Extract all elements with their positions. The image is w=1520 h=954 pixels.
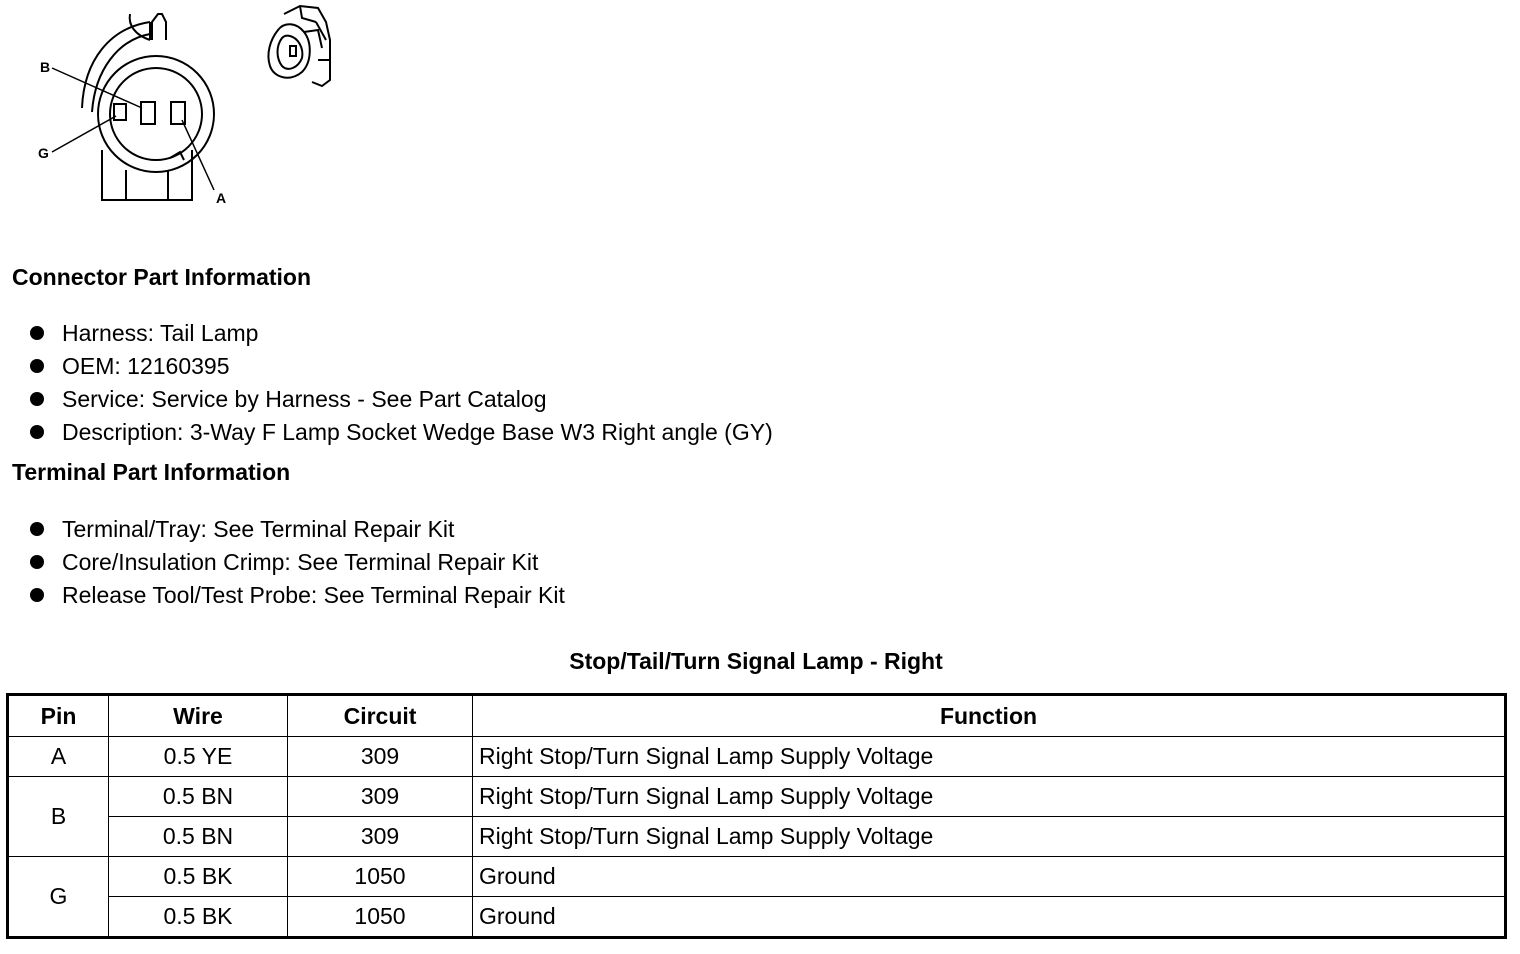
table-row <box>8 777 1506 817</box>
pin-table <box>6 693 1507 939</box>
bullet-icon <box>30 326 44 340</box>
table-row <box>8 817 1506 857</box>
pin-cell: B <box>8 777 109 857</box>
list-item-text: Release Tool/Test Probe: See Terminal Repair Kit <box>62 582 565 608</box>
table-title: Stop/Tail/Turn Signal Lamp - Right <box>569 648 943 674</box>
connector-info-list <box>0 317 773 449</box>
table-row <box>8 857 1506 897</box>
pin-label-b: B <box>40 59 51 75</box>
bullet-icon <box>30 588 44 602</box>
circuit-cell: 309 <box>288 737 473 777</box>
connector-face-icon <box>52 14 214 200</box>
bullet-icon <box>30 359 44 373</box>
circuit-cell: 309 <box>288 777 473 817</box>
list-item <box>0 513 565 546</box>
connector-info-heading: Connector Part Information <box>12 264 312 290</box>
header-wire: Wire <box>109 695 288 737</box>
table-row <box>8 737 1506 777</box>
wire-cell: 0.5 BK <box>109 897 288 938</box>
circuit-cell: 1050 <box>288 897 473 938</box>
list-item <box>0 579 565 612</box>
list-item <box>0 416 773 449</box>
pin-label-a: A <box>216 190 227 206</box>
bullet-icon <box>30 425 44 439</box>
connector-3d-icon <box>268 6 330 86</box>
table-row <box>8 897 1506 938</box>
function-cell: Right Stop/Turn Signal Lamp Supply Voltage <box>473 817 1506 857</box>
list-item-text: Harness: Tail Lamp <box>62 320 259 346</box>
circuit-cell: 309 <box>288 817 473 857</box>
header-pin: Pin <box>8 695 109 737</box>
circuit-cell: 1050 <box>288 857 473 897</box>
list-item-text: Service: Service by Harness - See Part Catalog <box>62 386 547 412</box>
list-item-text: Description: 3-Way F Lamp Socket Wedge Base W3 Right angle (GY) <box>62 419 773 445</box>
wire-cell: 0.5 BK <box>109 857 288 897</box>
connector-diagram <box>28 0 358 212</box>
list-item <box>0 383 773 416</box>
header-circuit: Circuit <box>288 695 473 737</box>
pin-cell: A <box>8 737 109 777</box>
wire-cell: 0.5 BN <box>109 777 288 817</box>
list-item <box>0 350 773 383</box>
list-item-text: Terminal/Tray: See Terminal Repair Kit <box>62 516 455 542</box>
wire-cell: 0.5 YE <box>109 737 288 777</box>
bullet-icon <box>30 522 44 536</box>
terminal-info-list <box>0 513 565 612</box>
list-item-text: OEM: 12160395 <box>62 353 230 379</box>
list-item <box>0 317 773 350</box>
table-header-row <box>8 695 1506 737</box>
pin-label-g: G <box>38 145 49 161</box>
function-cell: Ground <box>473 897 1506 938</box>
bullet-icon <box>30 392 44 406</box>
function-cell: Right Stop/Turn Signal Lamp Supply Voltage <box>473 777 1506 817</box>
list-item <box>0 546 565 579</box>
function-cell: Ground <box>473 857 1506 897</box>
function-cell: Right Stop/Turn Signal Lamp Supply Voltage <box>473 737 1506 777</box>
bullet-icon <box>30 555 44 569</box>
header-function: Function <box>473 695 1506 737</box>
list-item-text: Core/Insulation Crimp: See Terminal Repair Kit <box>62 549 539 575</box>
wire-cell: 0.5 BN <box>109 817 288 857</box>
terminal-info-heading: Terminal Part Information <box>12 459 291 485</box>
pin-cell: G <box>8 857 109 938</box>
